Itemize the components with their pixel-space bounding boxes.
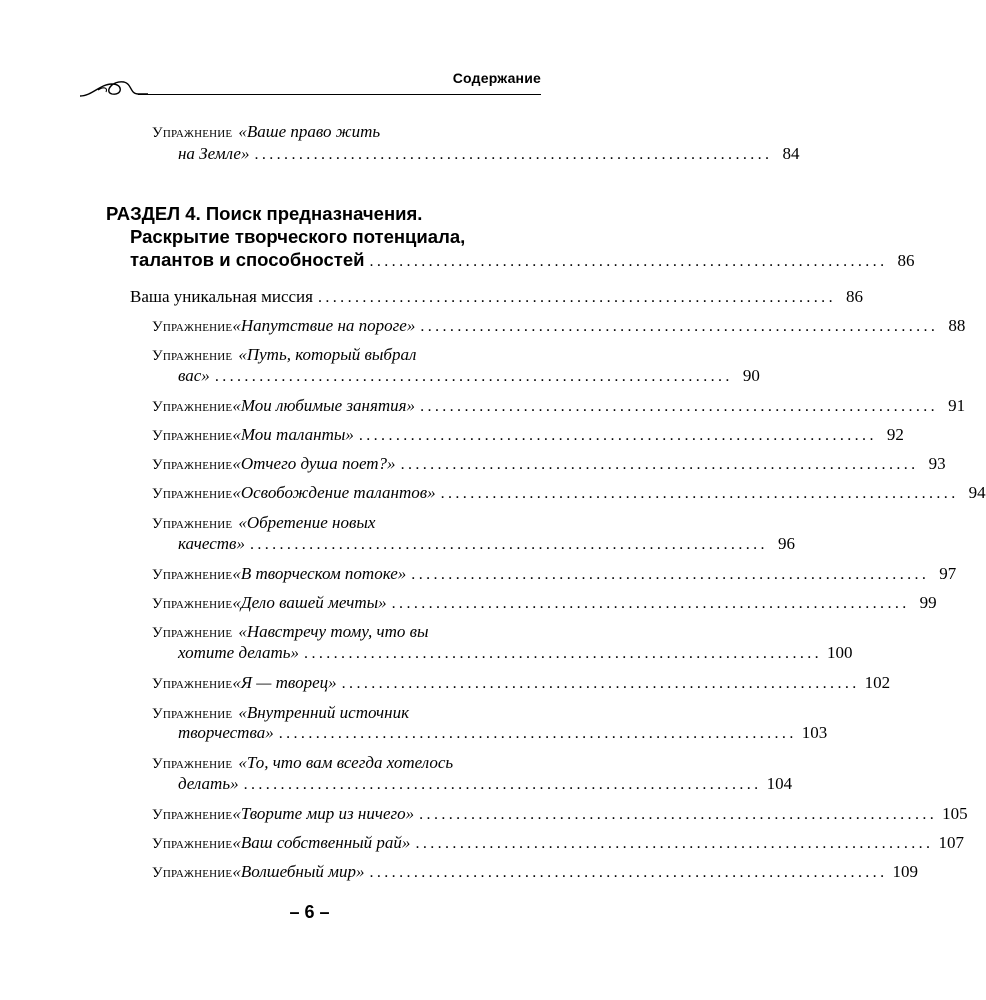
dot-leader: ......................................................................	[317, 289, 836, 306]
page-ref: 86	[845, 287, 863, 306]
toc-entry: Упражнение «Творите мир из ничего» ...................................................................... 105	[152, 804, 968, 823]
toc-entry: Упражнение «Дело вашей мечты» ...................................................................... 99	[152, 593, 937, 612]
dot-leader: ......................................................................	[420, 318, 939, 335]
dot-leader: ......................................................................	[254, 146, 773, 163]
dot-leader: ......................................................................	[278, 725, 797, 742]
header-title: Содержание	[452, 70, 541, 86]
toc-entry-line1: Упражнение «Внутренний источник	[152, 703, 410, 722]
toc-entry-line2: хотите делать» ...................................................................... 100	[178, 643, 853, 662]
page-ref: 91	[948, 396, 966, 415]
section-heading-line2: Раскрытие творческого потенциала,	[130, 226, 466, 247]
toc-entry: Упражнение «Волшебный мир» ...................................................................... 109	[152, 862, 918, 881]
dot-leader: ......................................................................	[369, 253, 888, 270]
toc-entry: Упражнение «В творческом потоке» ...................................................................... 97	[152, 564, 957, 583]
toc-entry-line2: качеств» ...................................................................... 96	[178, 534, 795, 553]
page-number: – 6 –	[289, 902, 330, 922]
exercise-title-cont: на Земле»	[178, 144, 250, 163]
toc-entry-line2	[178, 144, 800, 164]
toc-entry-line1: Упражнение «Навстречу тому, что вы	[152, 622, 429, 641]
page-ref: 103	[801, 723, 828, 742]
page-ref: 88	[948, 316, 966, 335]
dot-leader: ......................................................................	[411, 566, 930, 583]
toc-entry-line2: вас» ...................................................................... 90	[178, 366, 760, 385]
toc-entry-line2: творчества» ...................................................................... 103	[178, 723, 828, 742]
page-ref: 109	[892, 862, 918, 881]
flourish-icon	[78, 76, 148, 100]
section-heading-line1: РАЗДЕЛ 4. Поиск предназначения.	[106, 203, 423, 224]
subsection-title: Ваша уникальная миссия	[130, 287, 313, 306]
dot-leader: ......................................................................	[369, 864, 888, 881]
dot-leader: ......................................................................	[420, 398, 939, 415]
page-ref: 90	[742, 366, 760, 385]
page-ref: 84	[782, 144, 800, 163]
dot-leader: ......................................................................	[391, 595, 910, 612]
page-ref: 86	[897, 251, 915, 270]
toc-entry-line1	[152, 122, 380, 142]
dot-leader: ......................................................................	[341, 675, 860, 692]
toc-entry: Упражнение «Ваш собственный рай» ...................................................................... 107	[152, 833, 964, 852]
header-rule	[138, 94, 541, 95]
page-ref: 102	[864, 673, 891, 692]
toc-entry-line2: делать» ...................................................................... 104	[178, 774, 793, 793]
toc-entry-line1: Упражнение «То, что вам всегда хотелось	[152, 753, 454, 772]
dot-leader: ......................................................................	[419, 806, 938, 823]
toc-entry: Упражнение «Я — творец» ...................................................................... 102	[152, 673, 891, 692]
toc-entry-line1: Упражнение «Обретение новых	[152, 513, 376, 532]
toc-entry: Упражнение «Освобождение талантов» ...................................................................... 94	[152, 483, 986, 502]
toc-entry: Упражнение «Отчего душа поет?» ...................................................................... 93	[152, 454, 946, 473]
dot-leader: ......................................................................	[358, 427, 877, 444]
dot-leader: ......................................................................	[440, 485, 959, 502]
page-ref: 104	[766, 774, 793, 793]
page-ref: 100	[827, 643, 853, 662]
page-ref: 94	[968, 483, 986, 502]
toc-entry-line1: Упражнение «Путь, который выбрал	[152, 345, 417, 364]
section-heading-line3: талантов и способностей ...................................................................... 86	[130, 249, 915, 270]
page-ref: 93	[928, 454, 946, 473]
page-ref: 107	[938, 833, 964, 852]
toc-entry: Упражнение «Напутствие на пороге» ...................................................................... 88	[152, 316, 966, 335]
dot-leader: ......................................................................	[214, 368, 733, 385]
page-ref: 92	[886, 425, 904, 444]
page-ref: 99	[919, 593, 937, 612]
dot-leader: ......................................................................	[243, 776, 762, 793]
toc-entry: Упражнение «Мои любимые занятия» ...................................................................... 91	[152, 396, 966, 415]
subsection-entry	[130, 287, 863, 307]
dot-leader: ......................................................................	[249, 536, 768, 553]
exercise-title: «Ваше право жить	[238, 122, 381, 141]
page-ref: 96	[777, 534, 795, 553]
toc-entry: Упражнение «Мои таланты» ...................................................................... 92	[152, 425, 904, 444]
exercise-keyword: Упражнение	[152, 125, 233, 141]
dot-leader: ......................................................................	[304, 645, 823, 662]
page-ref: 97	[939, 564, 957, 583]
dot-leader: ......................................................................	[415, 835, 934, 852]
dot-leader: ......................................................................	[400, 456, 919, 473]
running-header	[78, 66, 541, 102]
page-ref: 105	[942, 804, 968, 823]
